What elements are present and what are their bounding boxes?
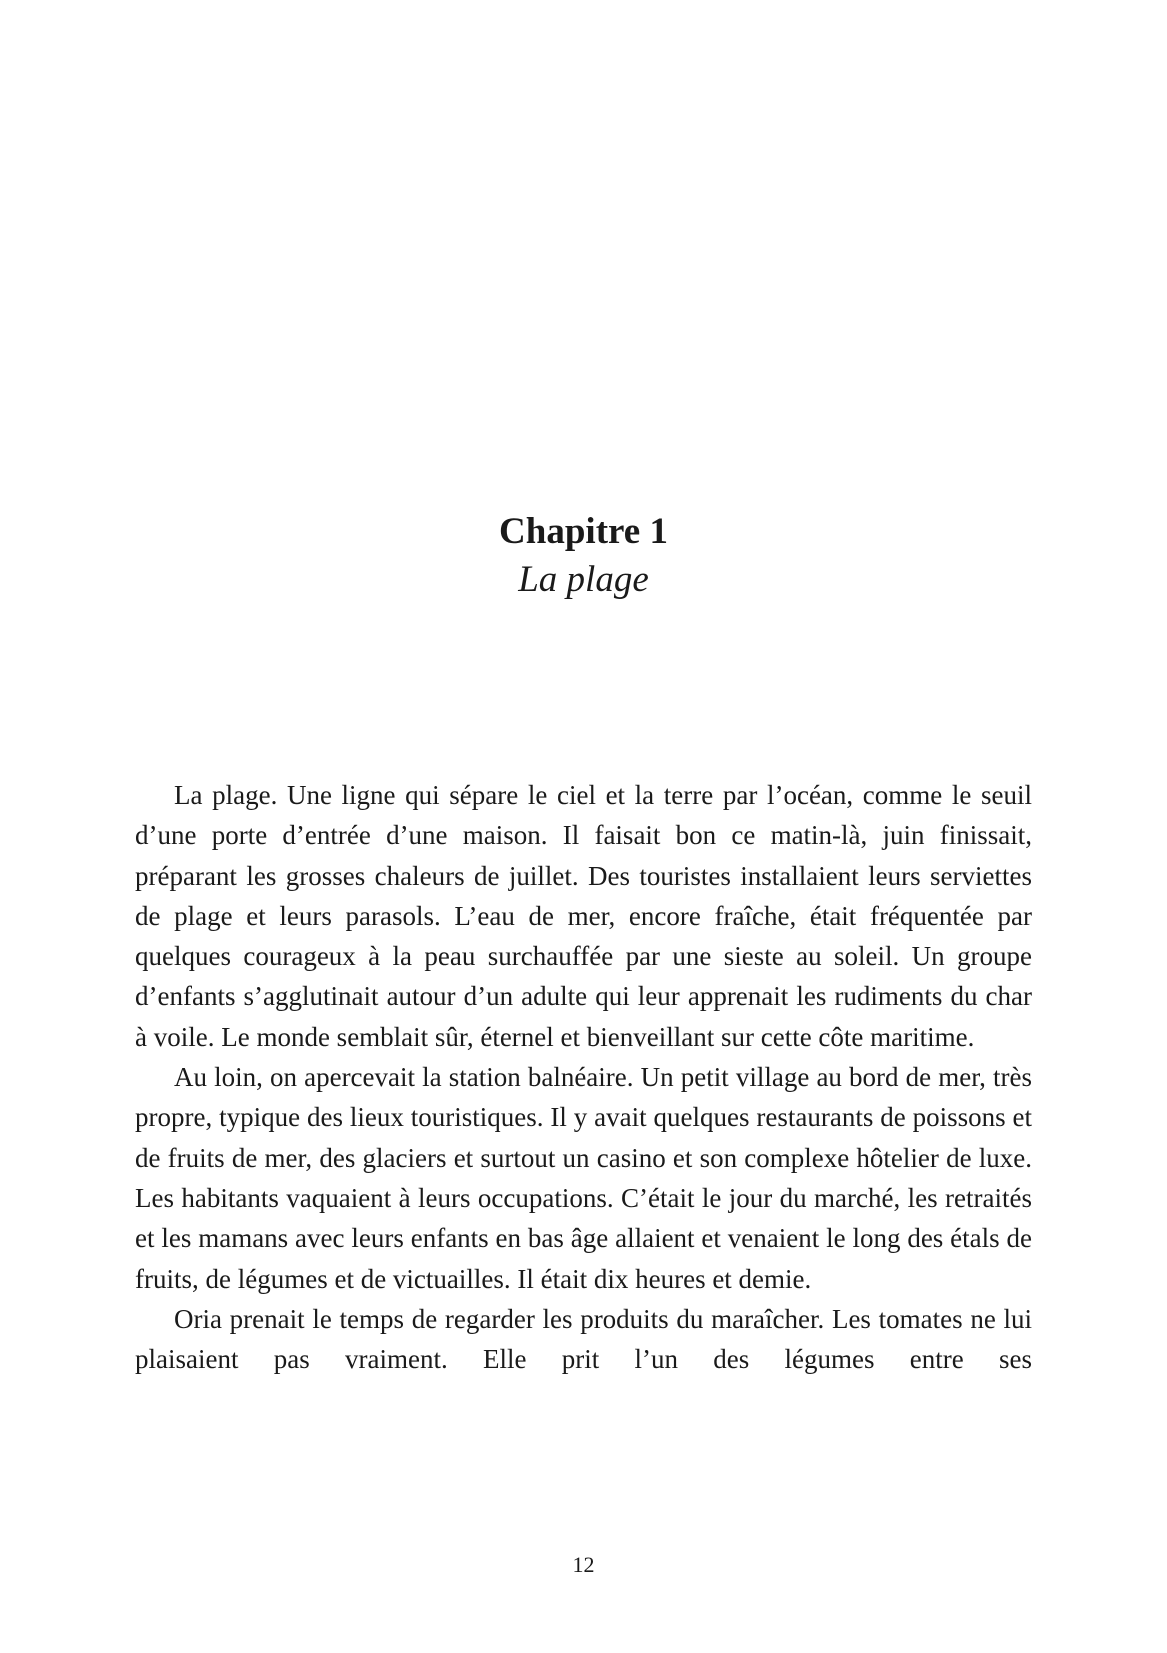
chapter-title: La plage <box>518 559 649 600</box>
paragraph: Oria prenait le temps de regarder les produits du maraîcher. Les tomates ne lui plaisaient pas vraiment. Elle prit l’un des légumes entre ses <box>135 1303 1032 1375</box>
paragraph: Au loin, on apercevait la station balnéaire. Un petit village au bord de mer, très propre, typique des lieux touristiques. Il y avait quelques restaurants de poissons et de fruits de mer, des glaciers et surtout un casino et son complexe hôtelier de luxe. Les habitants vaquaient à leurs occupations. C’était le jour du marché, les retraités et les mamans avec leurs enfants en bas âge allaient et venaient le long des étals de fruits, de légumes et de victuailles. Il était dix heures et demie. <box>135 1062 1032 1294</box>
paragraph: La plage. Une ligne qui sépare le ciel et la terre par l’océan, comme le seuil d’une porte d’entrée d’une maison. Il faisait bon ce matin-là, juin finissait, préparant les grosses chaleurs de juillet. Des touristes installaient leurs serviettes de plage et leurs parasols. L’eau de mer, encore fraîche, était fréquentée par quelques courageux à la peau surchauffée par une sieste au soleil. Un groupe d’enfants s’agglutinait autour d’un adulte qui leur apprenait les rudiments du char à voile. Le monde semblait sûr, éternel et bienveillant sur cette côte maritime. <box>135 780 1032 1052</box>
chapter-heading <box>0 508 1167 604</box>
chapter-number: Chapitre 1 <box>499 511 668 552</box>
page-number: 12 <box>572 1552 595 1577</box>
body-text <box>135 775 1032 1379</box>
